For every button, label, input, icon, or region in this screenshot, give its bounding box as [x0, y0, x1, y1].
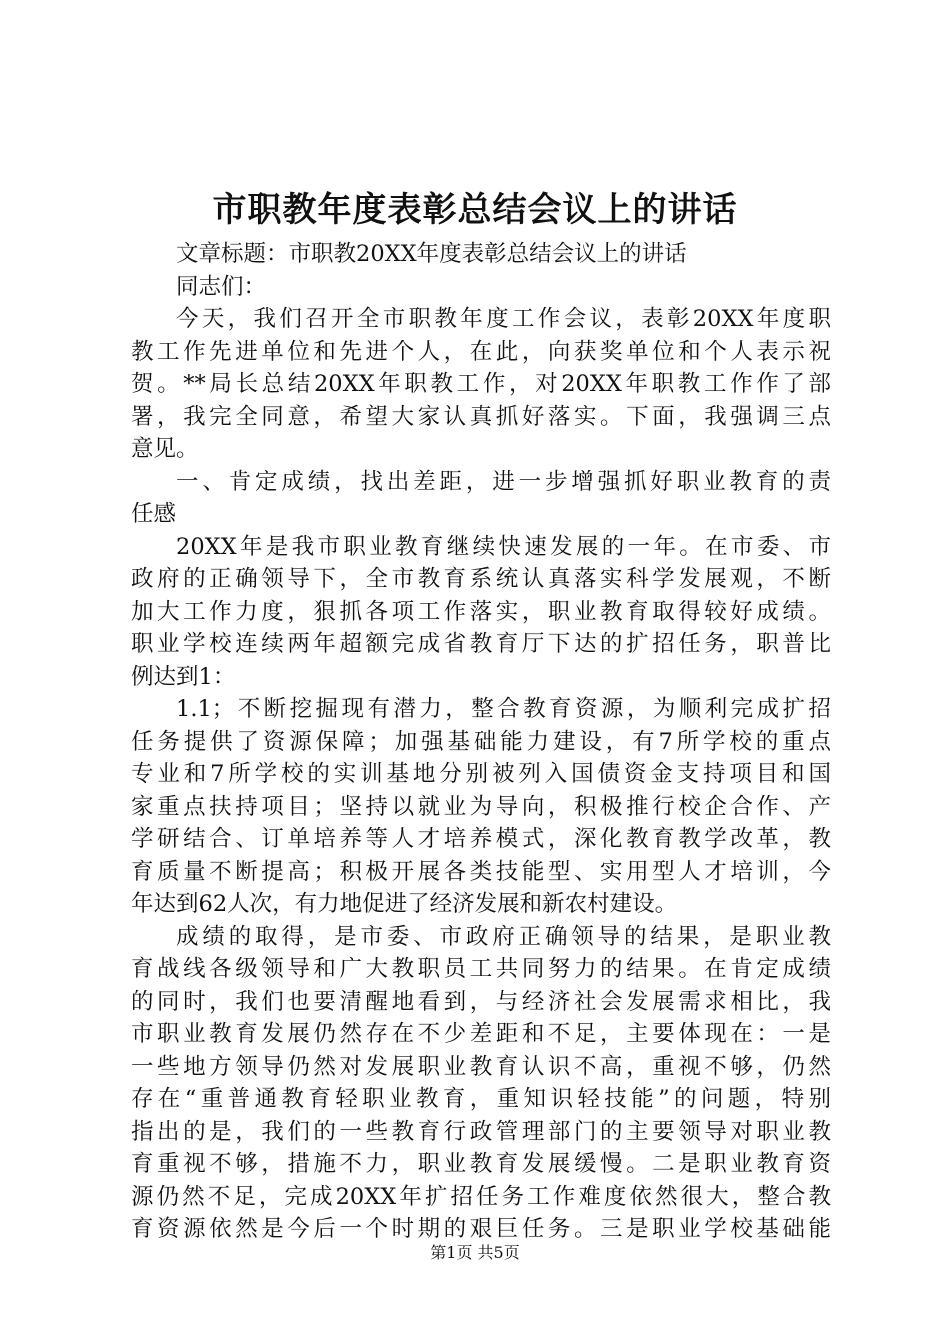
text-line: 加大工作力度，狠抓各项工作落实，职业教育取得较好成绩。	[131, 598, 831, 625]
text-line: 指出的是，我们的一些教育行政管理部门的主要领导对职业教	[131, 1118, 831, 1145]
text-line: 任务提供了资源保障；加强基础能力建设，有7所学校的重点	[131, 728, 831, 755]
text-line: 年达到62人次，有力地促进了经济发展和新农村建设。	[131, 891, 678, 917]
text-line: 文章标题：市职教20XX年度表彰总结会议上的讲话	[176, 241, 687, 267]
text-line: 任感	[131, 501, 177, 527]
text-line: 育质量不断提高；积极开展各类技能型、实用型人才培训，今	[131, 858, 831, 885]
text-line: 市职业教育发展仍然存在不少差距和不足，主要体现在：一是	[131, 1021, 831, 1047]
document-body	[131, 238, 831, 1246]
text-line: 职业学校连续两年超额完成省教育厅下达的扩招任务，职普比	[131, 631, 831, 657]
text-line: 例达到1：	[131, 663, 236, 690]
text-line: 一些地方领导仍然对发展职业教育认识不高，重视不够，仍然	[131, 1053, 831, 1080]
text-line: 育重视不够，措施不力，职业教育发展缓慢。二是职业教育资	[131, 1151, 831, 1177]
text-line: 源仍然不足，完成20XX年扩招任务工作难度依然很大，整合教	[131, 1183, 831, 1210]
text-line: 育战线各级领导和广大教职员工共同努力的结果。在肯定成绩	[131, 956, 831, 982]
text-line: 一、肯定成绩，找出差距，进一步增强抓好职业教育的责	[176, 468, 831, 495]
text-line: 同志们：	[176, 273, 267, 300]
text-line: 20XX年是我市职业教育继续快速发展的一年。在市委、市	[176, 533, 831, 560]
text-line: 成绩的取得，是市委、市政府正确领导的结果，是职业教	[176, 923, 831, 950]
text-line: 家重点扶持项目；坚持以就业为导向，积极推行校企合作、产	[131, 793, 831, 820]
text-line: 政府的正确领导下，全市教育系统认真落实科学发展观，不断	[131, 566, 831, 592]
text-line: 专业和7所学校的实训基地分别被列入国债资金支持项目和国	[131, 761, 831, 787]
document-title: 市职教年度表彰总结会议上的讲话	[212, 190, 738, 230]
text-line: 学研结合、订单培养等人才培养模式，深化教育教学改革，教	[131, 826, 831, 852]
text-line: 意见。	[131, 436, 199, 462]
text-line: 1.1；不断挖掘现有潜力，整合教育资源，为顺利完成扩招	[176, 696, 831, 722]
text-line: 教工作先进单位和先进个人，在此，向获奖单位和个人表示祝	[131, 338, 831, 365]
text-line: 署，我完全同意，希望大家认真抓好落实。下面，我强调三点	[131, 403, 831, 430]
text-line: 的同时，我们也要清醒地看到，与经济社会发展需求相比，我	[131, 988, 831, 1015]
text-line: 存在“重普通教育轻职业教育，重知识轻技能”的问题，特别	[131, 1086, 831, 1112]
text-line: 今天，我们召开全市职教年度工作会议，表彰20XX年度职	[176, 306, 831, 332]
text-line: 育资源依然是今后一个时期的艰巨任务。三是职业学校基础能	[131, 1216, 831, 1242]
page-footer: 第1页 共5页	[430, 1243, 520, 1262]
text-line: 贺。**局长总结20XX年职教工作，对20XX年职教工作作了部	[131, 371, 831, 397]
